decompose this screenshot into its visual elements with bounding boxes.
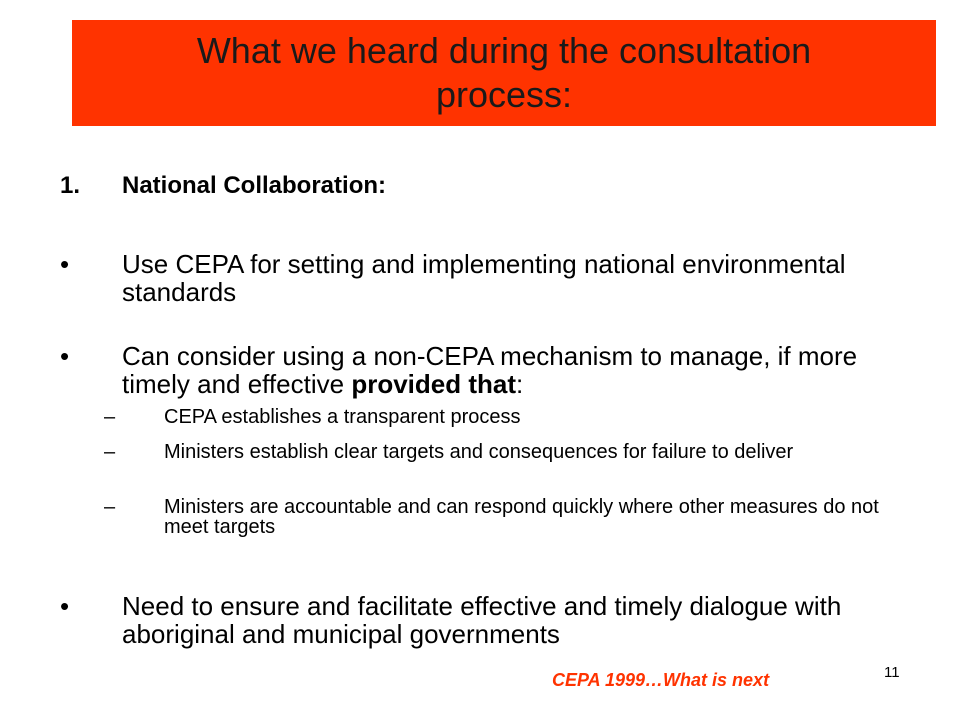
bullet-text xyxy=(122,342,912,398)
section-number: 1. xyxy=(60,172,81,199)
sub-bullet-marker: – xyxy=(104,406,116,428)
title-bar xyxy=(72,20,936,126)
bullet-text: Use CEPA for setting and implementing national environmental standards xyxy=(122,249,846,307)
section-title: National Collaboration: xyxy=(122,172,386,199)
bullet-marker: • xyxy=(60,591,70,621)
bullet-text-end: : xyxy=(515,369,524,399)
footer-caption: CEPA 1999…What is next xyxy=(552,670,770,690)
sub-bullet-text: CEPA establishes a transparent process xyxy=(164,406,521,428)
bullet-text: Need to ensure and facilitate effective and timely dialogue with aboriginal and municipal governments xyxy=(122,591,842,649)
page-number: 11 xyxy=(884,664,900,681)
bullet-text-emphasis: provided that xyxy=(351,369,516,399)
bullet-text-start: Can consider using a non-CEPA mechanism to manage, if more timely and effective xyxy=(122,341,858,399)
bullet-marker: • xyxy=(60,249,70,279)
sub-bullet-marker: – xyxy=(104,496,116,518)
sub-bullet-text: Ministers establish clear targets and consequences for failure to deliver xyxy=(164,441,794,463)
bullet-marker: • xyxy=(60,341,70,371)
slide-title: What we heard during the consultation process: xyxy=(196,30,812,115)
sub-bullet-marker: – xyxy=(104,441,116,463)
sub-bullet-text: Ministers are accountable and can respond quickly where other measures do not meet targets xyxy=(164,496,879,538)
